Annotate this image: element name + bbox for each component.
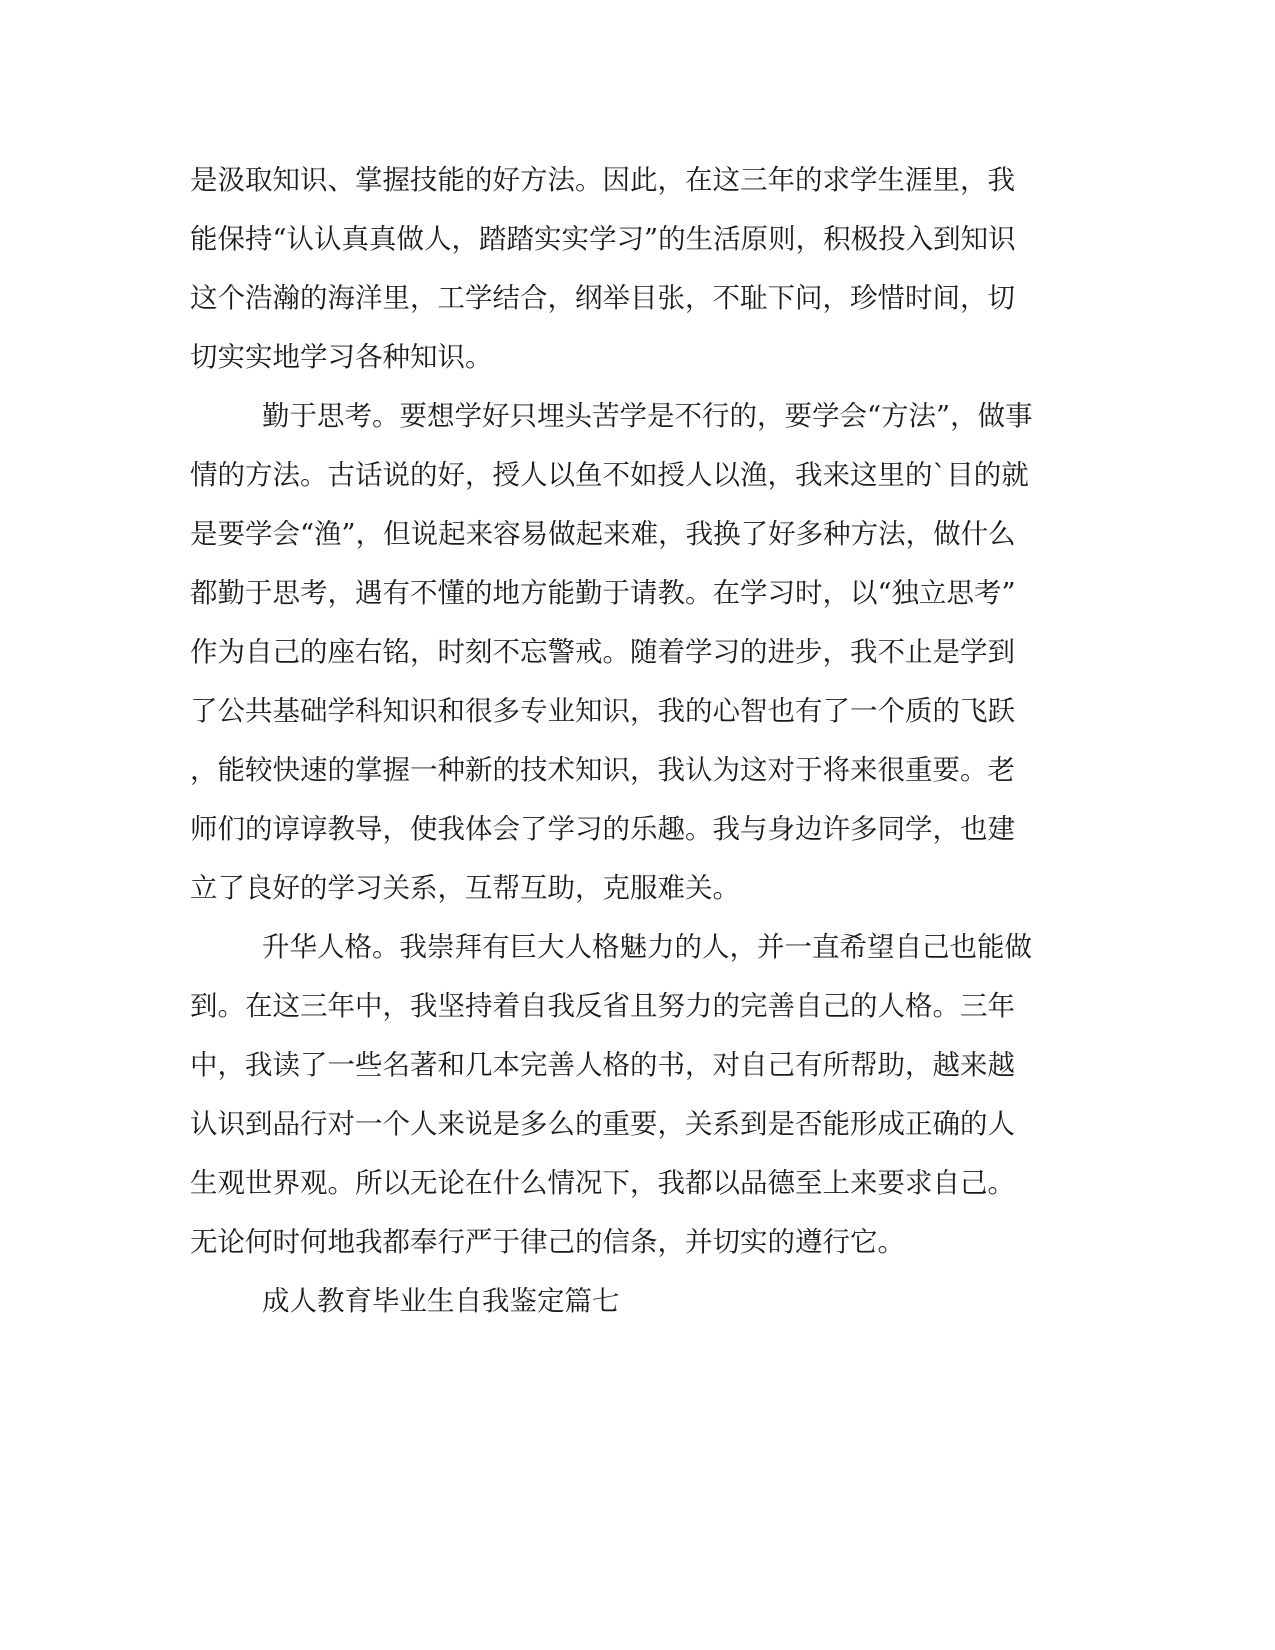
body-line: 作为自己的座右铭，时刻不忘警戒。随着学习的进步，我不止是学到 <box>190 636 1015 668</box>
body-line: ，能较快速的掌握一种新的技术知识，我认为这对于将来很重要。老 <box>190 754 1015 786</box>
body-line: 无论何时何地我都奉行严于律己的信条，并切实的遵行它。 <box>190 1226 905 1258</box>
body-line: 能保持“认认真真做人，踏踏实实学习”的生活原则，积极投入到知识 <box>190 223 1016 255</box>
section-title: 成人教育毕业生自我鉴定篇七 <box>262 1285 620 1317</box>
body-line: 中，我读了一些名著和几本完善人格的书，对自己有所帮助，越来越 <box>190 1049 1015 1081</box>
body-line: 到。在这三年中，我坚持着自我反省且努力的完善自己的人格。三年 <box>190 990 1015 1022</box>
paragraph-heading-line: 勤于思考。要想学好只埋头苦学是不行的，要学会“方法”，做事 <box>262 400 1033 432</box>
body-line: 情的方法。古话说的好，授人以鱼不如授人以渔，我来这里的`目的就 <box>190 459 1029 491</box>
paragraph-heading-line: 升华人格。我崇拜有巨大人格魅力的人，并一直希望自己也能做 <box>262 931 1032 963</box>
body-line: 是要学会“渔”，但说起来容易做起来难，我换了好多种方法，做什么 <box>190 518 1016 550</box>
body-line: 是汲取知识、掌握技能的好方法。因此，在这三年的求学生涯里，我 <box>190 164 1015 196</box>
body-line: 认识到品行对一个人来说是多么的重要，关系到是否能形成正确的人 <box>190 1108 1015 1140</box>
body-line: 师们的谆谆教导，使我体会了学习的乐趣。我与身边许多同学，也建 <box>190 813 1015 845</box>
body-line: 切实实地学习各种知识。 <box>190 341 493 373</box>
body-line: 生观世界观。所以无论在什么情况下，我都以品德至上来要求自己。 <box>190 1167 1015 1199</box>
body-line: 这个浩瀚的海洋里，工学结合，纲举目张，不耻下问，珍惜时间，切 <box>190 282 1015 314</box>
body-line: 了公共基础学科知识和很多专业知识，我的心智也有了一个质的飞跃 <box>190 695 1015 727</box>
body-line: 立了良好的学习关系，互帮互助，克服难关。 <box>190 872 740 904</box>
body-line: 都勤于思考，遇有不懂的地方能勤于请教。在学习时，以“独立思考” <box>190 577 1016 609</box>
